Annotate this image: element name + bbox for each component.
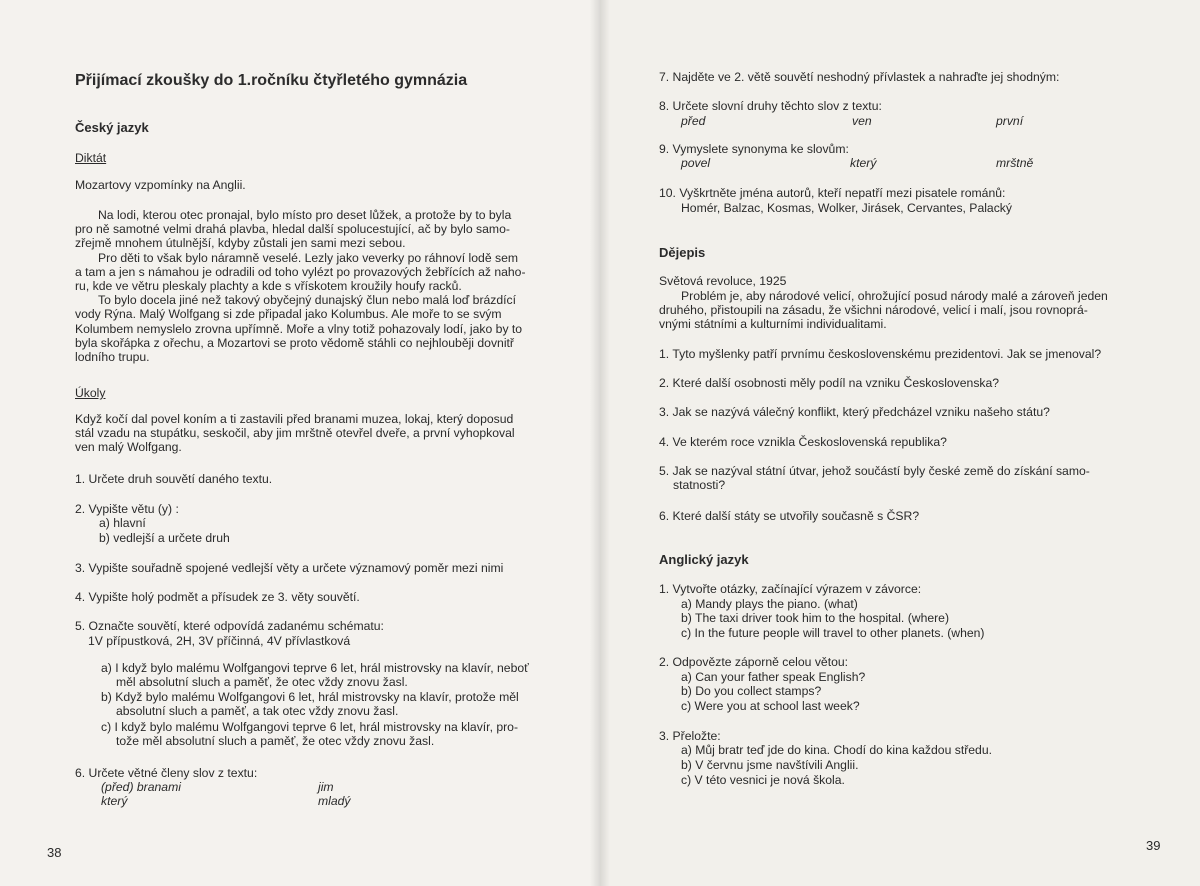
ukoly-line: ven malý Wolfgang. [75,440,182,455]
ukoly-line: stál vzadu na stupátku, seskočil, aby jim mrštně otevřel dveře, a první vyhopkoval [75,426,515,441]
diktat-line: pro ně samotné velmi drahá plavba, hledal další spolucestující, ač by bylo samo- [75,222,510,237]
option-a-line-1: a) I když bylo malému Wolfgangovi teprve 6 let, hrál mistrovsky na klavír, neboť [101,661,529,675]
english-question-2c: c) Were you at school last week? [681,699,860,713]
english-question-3b: b) V červnu jsme navštívili Anglii. [681,758,859,772]
history-question-2: 2. Které další osobnosti měly podíl na vzniku Československa? [659,376,1000,390]
option-c-line-2: tože měl absolutní sluch a paměť, že otec vždy znovu žasl. [116,734,435,748]
history-question-5-line-2: statnosti? [673,478,726,492]
question-2b: b) vedlejší a určete druh [99,531,230,545]
option-a-line-2: měl absolutní sluch a paměť, že otec vždy znovu žasl. [116,675,408,689]
question-10: 10. Vyškrtněte jména autorů, kteří nepatří mezi pisatele románů: [659,186,1006,200]
right-page [600,0,1200,886]
history-question-1: 1. Tyto myšlenky patří prvnímu československému prezidentovi. Jak se jmenoval? [659,347,1102,361]
option-c-line-1: c) I když bylo malému Wolfgangovi teprve 6 let, hrál mistrovsky na klavír, pro- [101,720,519,734]
option-b-line-2: absolutní sluch a paměť, a tak otec vždy znovu žasl. [116,704,399,718]
question-2a: a) hlavní [99,516,146,530]
page-number: 38 [47,845,62,860]
word-mrstne: mrštně [996,156,1034,170]
ukoly-line: Když kočí dal povel koním a ti zastavili před branami muzea, lokaj, který doposud [75,412,514,426]
question-6: 6. Určete větné členy slov z textu: [75,766,258,780]
history-question-6: 6. Které další státy se utvořily současně s ČSR? [659,509,920,523]
question-1: 1. Určete druh souvětí daného textu. [75,472,273,486]
history-question-4: 4. Ve kterém roce vznikla Československá republika? [659,435,947,449]
diktat-line: ru, kde ve větru pleskaly plachty a kde s vřískotem kroužily houfy racků. [75,279,462,294]
english-question-2a: a) Can your father speak English? [681,670,866,684]
question-5-schema: 1V přípustková, 2H, 3V příčinná, 4V přívlastková [88,634,351,648]
question-5: 5. Označte souvětí, které odpovídá zadanému schématu: [75,619,384,633]
word-pred-branami: (před) branami [101,780,181,794]
english-question-3a: a) Můj bratr teď jde do kina. Chodí do kina každou středu. [681,743,992,757]
diktat-line: To bylo docela jiné než takový obyčejný dunajský člun nebo malá loď brázdící [98,293,517,308]
question-3: 3. Vypište souřadně spojené vedlejší věty a určete významový poměr mezi nimi [75,561,504,575]
diktat-label: Diktát [75,151,107,165]
section-heading-history: Dějepis [659,245,706,260]
question-8: 8. Určete slovní druhy těchto slov z textu: [659,99,882,113]
word-mlady: mladý [318,794,351,808]
source-line: Problém je, aby národové velicí, ohrožující posud národy malé a zároveň jeden [681,289,1108,303]
english-question-2: 2. Odpovězte záporně celou větou: [659,655,849,669]
word-povel: povel [681,156,711,170]
page-title: Přijímací zkoušky do 1.ročníku čtyřletého gymnázia [75,72,468,89]
english-question-2b: b) Do you collect stamps? [681,684,822,698]
diktat-line: Pro děti to však bylo náramně veselé. Lezly jako veverky po ráhnoví lodě sem [98,250,519,265]
english-question-3c: c) V této vesnici je nová škola. [681,773,845,787]
source-line: vnými státními a kulturními individualitami. [659,317,887,332]
book-gutter [590,0,610,886]
diktat-line: byla skořápka z ořechu, a Mozartovi se proto vědomě stáhli co nejhlouběji dovnitř [75,335,514,350]
question-10-names: Homér, Balzac, Kosmas, Wolker, Jirásek, Cervantes, Palacký [681,201,1012,215]
section-heading-czech: Český jazyk [75,120,149,135]
word-jim: jim [318,780,334,794]
question-4: 4. Vypište holý podmět a přísudek ze 3. věty souvětí. [75,590,360,604]
question-9: 9. Vymyslete synonyma ke slovům: [659,142,849,156]
ukoly-label: Úkoly [75,386,106,400]
source-title: Světová revoluce, 1925 [659,274,787,288]
word-prvni: první [996,114,1024,128]
page-number: 39 [1146,838,1161,853]
question-2: 2. Vypište větu (y) : [75,502,179,516]
word-ktery: který [101,794,128,808]
section-heading-english: Anglický jazyk [659,552,749,567]
english-question-1a: a) Mandy plays the piano. (what) [681,597,858,611]
diktat-line: a tam a jen s námahou je odradili od toho vylézt po provazových žebřících až naho- [75,264,526,279]
source-line: druhého, přistoupili na zásadu, že všichni národové, velicí i malí, jsou rovnoprá- [659,303,1088,318]
english-question-1b: b) The taxi driver took him to the hospital. (where) [681,611,950,625]
diktat-line: Na lodi, kterou otec pronajal, bylo místo pro deset lůžek, a protože by to byla [98,208,512,222]
option-b-line-1: b) Když bylo malému Wolfgangovi 6 let, hrál mistrovsky na klavír, protože měl [101,690,519,704]
source-text [659,289,1139,332]
history-question-5-line-1: 5. Jak se nazýval státní útvar, jehož součástí byly české země do získání samo- [659,464,1090,478]
word-pred: před [681,114,706,128]
english-question-3: 3. Přeložte: [659,729,721,743]
diktat-line: lodního trupu. [75,350,150,365]
english-question-1: 1. Vytvořte otázky, začínající výrazem v závorce: [659,582,922,596]
diktat-line: Kolumbem nemyslelo zrovna upřímně. Moře a vlny totiž pohazovaly lodí, jako by to [75,321,523,336]
diktat-title: Mozartovy vzpomínky na Anglii. [75,178,246,192]
word-ven: ven [852,114,872,128]
diktat-line: zřejmě mnohem útulnější, kdyby zůstali jen sami mezi sebou. [75,236,406,251]
word-ktery: který [850,156,877,170]
diktat-line: vody Rýna. Malý Wolfgang si zde připadal jako Kolumbus. Ale moře to se svým [75,307,502,322]
question-7: 7. Najděte ve 2. větě souvětí neshodný přívlastek a nahraďte jej shodným: [659,70,1060,84]
ukoly-text [75,412,555,455]
diktat-text [75,208,555,364]
history-question-3: 3. Jak se nazývá válečný konflikt, který předcházel vzniku našeho státu? [659,405,1050,419]
english-question-1c: c) In the future people will travel to other planets. (when) [681,626,985,640]
